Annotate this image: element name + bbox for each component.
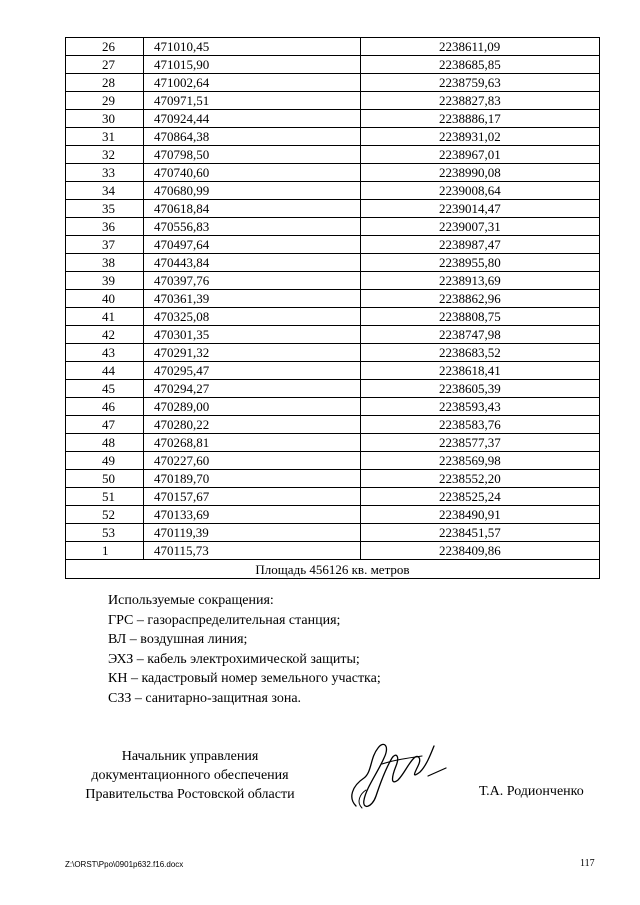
point-number-cell: 29 <box>66 92 144 110</box>
y-coordinate-cell: 2238862,96 <box>361 290 600 308</box>
y-coordinate-cell: 2238955,80 <box>361 254 600 272</box>
point-number-cell: 44 <box>66 362 144 380</box>
signatory-title-line: документационного обеспечения <box>91 768 289 783</box>
y-coordinate-cell: 2238577,37 <box>361 434 600 452</box>
table-row <box>66 290 600 308</box>
x-coordinate-cell: 470556,83 <box>144 218 361 236</box>
y-coordinate-cell: 2238987,47 <box>361 236 600 254</box>
point-number-cell: 51 <box>66 488 144 506</box>
signatory-title-line: Правительства Ростовской области <box>85 787 295 802</box>
x-coordinate-cell: 470157,67 <box>144 488 361 506</box>
x-coordinate-cell: 470280,22 <box>144 416 361 434</box>
table-row <box>66 326 600 344</box>
point-number-cell: 34 <box>66 182 144 200</box>
x-coordinate-cell: 470497,64 <box>144 236 361 254</box>
point-number-cell: 35 <box>66 200 144 218</box>
table-row <box>66 380 600 398</box>
x-coordinate-cell: 470268,81 <box>144 434 361 452</box>
table-row <box>66 164 600 182</box>
point-number-cell: 32 <box>66 146 144 164</box>
abbreviations-section <box>108 591 381 708</box>
x-coordinate-cell: 470971,51 <box>144 92 361 110</box>
y-coordinate-cell: 2238747,98 <box>361 326 600 344</box>
x-coordinate-cell: 471015,90 <box>144 56 361 74</box>
y-coordinate-cell: 2238685,85 <box>361 56 600 74</box>
point-number-cell: 42 <box>66 326 144 344</box>
handwritten-signature <box>342 728 452 818</box>
table-row <box>66 416 600 434</box>
point-number-cell: 52 <box>66 506 144 524</box>
table-row <box>66 236 600 254</box>
point-number-cell: 53 <box>66 524 144 542</box>
table-row <box>66 506 600 524</box>
table-row <box>66 452 600 470</box>
abbreviation-item: ЭХЗ – кабель электрохимической защиты; <box>108 651 360 667</box>
y-coordinate-cell: 2238990,08 <box>361 164 600 182</box>
y-coordinate-cell: 2238490,91 <box>361 506 600 524</box>
x-coordinate-cell: 470325,08 <box>144 308 361 326</box>
table-row <box>66 92 600 110</box>
table-row <box>66 182 600 200</box>
x-coordinate-cell: 470291,32 <box>144 344 361 362</box>
y-coordinate-cell: 2238886,17 <box>361 110 600 128</box>
point-number-cell: 36 <box>66 218 144 236</box>
y-coordinate-cell: 2238583,76 <box>361 416 600 434</box>
table-row <box>66 56 600 74</box>
table-row <box>66 542 600 560</box>
x-coordinate-cell: 470740,60 <box>144 164 361 182</box>
table-row <box>66 200 600 218</box>
point-number-cell: 40 <box>66 290 144 308</box>
y-coordinate-cell: 2238552,20 <box>361 470 600 488</box>
abbreviation-item: ВЛ – воздушная линия; <box>108 632 248 647</box>
y-coordinate-cell: 2238618,41 <box>361 362 600 380</box>
page-number: 117 <box>580 858 595 869</box>
y-coordinate-cell: 2238967,01 <box>361 146 600 164</box>
y-coordinate-cell: 2238409,86 <box>361 542 600 560</box>
x-coordinate-cell: 470618,84 <box>144 200 361 218</box>
area-row <box>66 560 600 579</box>
x-coordinate-cell: 470227,60 <box>144 452 361 470</box>
x-coordinate-cell: 470924,44 <box>144 110 361 128</box>
table-row <box>66 218 600 236</box>
coordinates-table-body <box>66 38 600 560</box>
x-coordinate-cell: 471002,64 <box>144 74 361 92</box>
y-coordinate-cell: 2238525,24 <box>361 488 600 506</box>
y-coordinate-cell: 2238808,75 <box>361 308 600 326</box>
x-coordinate-cell: 471010,45 <box>144 38 361 56</box>
table-row <box>66 254 600 272</box>
x-coordinate-cell: 470361,39 <box>144 290 361 308</box>
table-row <box>66 308 600 326</box>
y-coordinate-cell: 2238593,43 <box>361 398 600 416</box>
y-coordinate-cell: 2238913,69 <box>361 272 600 290</box>
point-number-cell: 26 <box>66 38 144 56</box>
x-coordinate-cell: 470443,84 <box>144 254 361 272</box>
x-coordinate-cell: 470289,00 <box>144 398 361 416</box>
x-coordinate-cell: 470301,35 <box>144 326 361 344</box>
table-row <box>66 128 600 146</box>
y-coordinate-cell: 2238611,09 <box>361 38 600 56</box>
x-coordinate-cell: 470680,99 <box>144 182 361 200</box>
table-row <box>66 272 600 290</box>
point-number-cell: 43 <box>66 344 144 362</box>
abbreviation-item: КН – кадастровый номер земельного участка; <box>108 671 381 686</box>
table-row <box>66 398 600 416</box>
x-coordinate-cell: 470189,70 <box>144 470 361 488</box>
y-coordinate-cell: 2238605,39 <box>361 380 600 398</box>
x-coordinate-cell: 470133,69 <box>144 506 361 524</box>
point-number-cell: 49 <box>66 452 144 470</box>
x-coordinate-cell: 470864,38 <box>144 128 361 146</box>
abbreviations-heading: Используемые сокращения: <box>108 593 274 608</box>
point-number-cell: 47 <box>66 416 144 434</box>
area-total: Площадь 456126 кв. метров <box>66 560 600 579</box>
x-coordinate-cell: 470295,47 <box>144 362 361 380</box>
y-coordinate-cell: 2238451,57 <box>361 524 600 542</box>
point-number-cell: 48 <box>66 434 144 452</box>
point-number-cell: 41 <box>66 308 144 326</box>
point-number-cell: 30 <box>66 110 144 128</box>
table-row <box>66 524 600 542</box>
table-row <box>66 38 600 56</box>
point-number-cell: 31 <box>66 128 144 146</box>
x-coordinate-cell: 470294,27 <box>144 380 361 398</box>
table-row <box>66 434 600 452</box>
coordinates-table <box>65 37 600 579</box>
y-coordinate-cell: 2238683,52 <box>361 344 600 362</box>
y-coordinate-cell: 2239007,31 <box>361 218 600 236</box>
file-path: Z:\ORST\Ppo\0901p632.f16.docx <box>65 860 184 869</box>
x-coordinate-cell: 470798,50 <box>144 146 361 164</box>
point-number-cell: 45 <box>66 380 144 398</box>
x-coordinate-cell: 470115,73 <box>144 542 361 560</box>
table-row <box>66 488 600 506</box>
y-coordinate-cell: 2238759,63 <box>361 74 600 92</box>
y-coordinate-cell: 2239008,64 <box>361 182 600 200</box>
point-number-cell: 38 <box>66 254 144 272</box>
signatory-title <box>55 747 325 804</box>
table-row <box>66 74 600 92</box>
x-coordinate-cell: 470119,39 <box>144 524 361 542</box>
table-row <box>66 362 600 380</box>
x-coordinate-cell: 470397,76 <box>144 272 361 290</box>
point-number-cell: 33 <box>66 164 144 182</box>
point-number-cell: 1 <box>66 542 144 560</box>
y-coordinate-cell: 2238931,02 <box>361 128 600 146</box>
signatory-title-line: Начальник управления <box>121 749 259 764</box>
table-row <box>66 470 600 488</box>
point-number-cell: 50 <box>66 470 144 488</box>
abbreviation-item: ГРС – газораспределительная станция; <box>108 612 341 628</box>
table-row <box>66 344 600 362</box>
table-row <box>66 110 600 128</box>
signer-name: Т.А. Родионченко <box>479 784 584 799</box>
point-number-cell: 27 <box>66 56 144 74</box>
y-coordinate-cell: 2239014,47 <box>361 200 600 218</box>
y-coordinate-cell: 2238569,98 <box>361 452 600 470</box>
point-number-cell: 39 <box>66 272 144 290</box>
point-number-cell: 46 <box>66 398 144 416</box>
point-number-cell: 28 <box>66 74 144 92</box>
abbreviation-item: СЗЗ – санитарно-защитная зона. <box>108 690 302 706</box>
point-number-cell: 37 <box>66 236 144 254</box>
y-coordinate-cell: 2238827,83 <box>361 92 600 110</box>
table-row <box>66 146 600 164</box>
